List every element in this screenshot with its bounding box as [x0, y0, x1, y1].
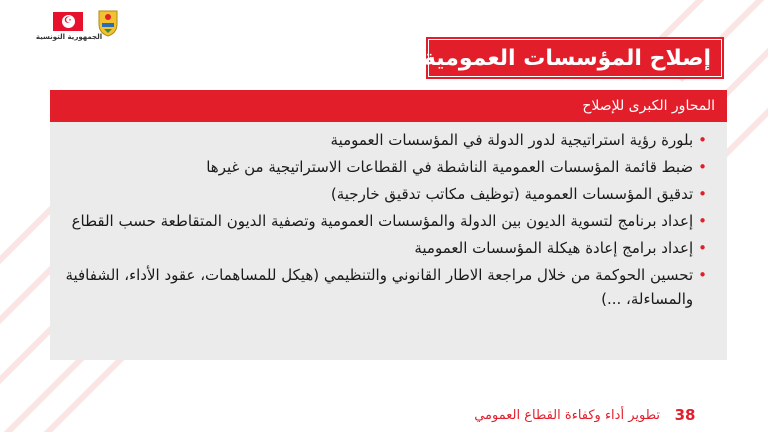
slide-title: إصلاح المؤسسات العمومية — [422, 45, 711, 71]
bullet-icon: • — [698, 185, 707, 203]
bullet-icon: • — [698, 266, 707, 284]
list-item-text: تدقيق المؤسسات العمومية (توظيف مكاتب تدقيق خارجية) — [330, 185, 694, 203]
bullet-icon: • — [698, 239, 707, 257]
reform-axes-list — [50, 122, 727, 311]
section-title: المحاور الكبرى للإصلاح — [582, 98, 715, 114]
list-item-text: ضبط قائمة المؤسسات العمومية الناشطة في القطاعات الاستراتيجية من غيرها — [206, 158, 694, 176]
content-card — [50, 90, 727, 360]
list-item — [64, 209, 707, 233]
list-item-text: بلورة رؤية استراتيجية لدور الدولة في المؤسسات العمومية — [330, 131, 694, 149]
list-item — [64, 182, 707, 206]
list-item — [64, 236, 707, 260]
tunisia-flag-icon — [53, 12, 83, 31]
page-number: 38 — [674, 406, 696, 424]
slide-title-box — [422, 39, 722, 77]
list-item-text: إعداد برامج إعادة هيكلة المؤسسات العمومية — [414, 239, 694, 257]
bullet-icon: • — [698, 131, 707, 149]
crescent-star-icon: ☪ — [62, 15, 75, 28]
list-item-text: إعداد برنامج لتسوية الديون بين الدولة والمؤسسات العمومية وتصفية الديون المتقاطعة حسب القطاع — [71, 212, 694, 230]
bullet-icon: • — [698, 212, 707, 230]
list-item-text: تحسين الحوكمة من خلال مراجعة الاطار القانوني والتنظيمي (هيكل للمساهمات، عقود الأداء، الشفافية والمساءلة، ...) — [65, 266, 694, 308]
footer-caption: تطوير أداء وكفاءة القطاع العمومي — [474, 408, 660, 423]
section-header — [50, 90, 727, 122]
list-item — [64, 155, 707, 179]
list-item — [64, 128, 707, 152]
bullet-icon: • — [698, 158, 707, 176]
list-item — [64, 263, 707, 311]
republic-caption: الجمهورية التونسية — [35, 33, 103, 41]
